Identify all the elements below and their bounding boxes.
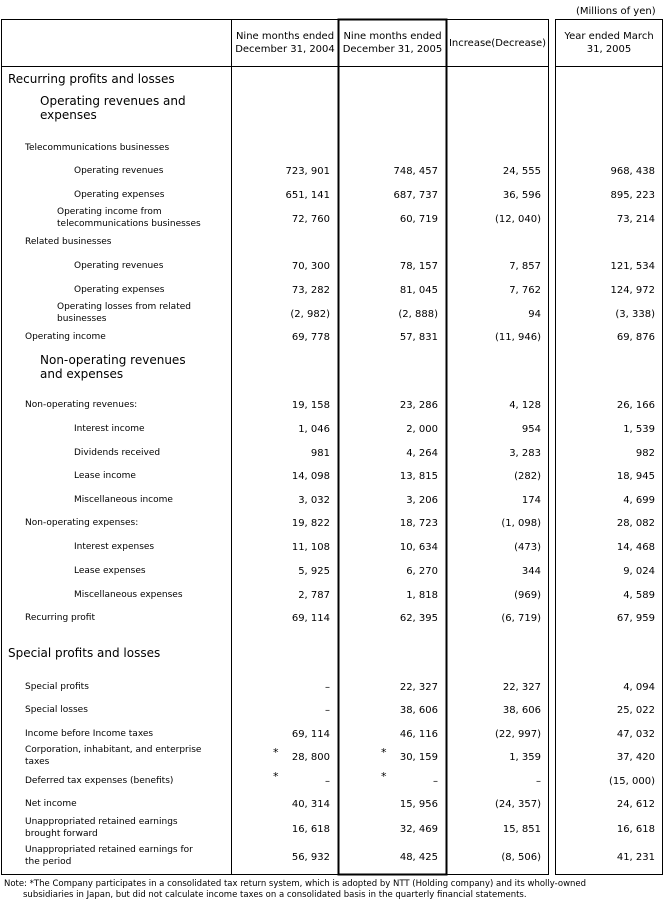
cell-value: 1, 046 <box>298 424 330 435</box>
row-label: Related businesses <box>25 237 112 247</box>
cell-value: 46, 116 <box>399 729 438 740</box>
footnote-marker: * <box>381 746 387 759</box>
row-label: Operating revenues <box>74 261 164 271</box>
cell-value: 70, 300 <box>291 261 330 272</box>
cell-value: 15, 851 <box>502 824 541 835</box>
cell-value: 7, 762 <box>509 285 541 296</box>
cell-value: (2, 888) <box>398 309 438 320</box>
cell-value: 62, 395 <box>399 613 438 624</box>
cell-value: (282) <box>514 471 541 482</box>
cell-value: 4, 699 <box>623 495 655 506</box>
cell-value: 121, 534 <box>610 261 655 272</box>
footnote-marker: * <box>273 746 279 759</box>
units-label: (Millions of yen) <box>576 6 656 17</box>
cell-value: 13, 815 <box>399 471 438 482</box>
header-col1: Nine months ended December 31, 2004 <box>235 31 335 55</box>
cell-value: 968, 438 <box>610 166 655 177</box>
cell-value: (6, 719) <box>501 613 541 624</box>
cell-value: 6, 270 <box>406 566 438 577</box>
cell-value: 38, 606 <box>399 705 438 716</box>
row-label: Lease expenses <box>74 566 146 576</box>
cell-value: – <box>433 776 438 787</box>
cell-value: 7, 857 <box>509 261 541 272</box>
cell-value: 14, 098 <box>291 471 330 482</box>
cell-value: 73, 214 <box>616 214 655 225</box>
cell-value: 48, 425 <box>399 852 438 863</box>
cell-value: 954 <box>521 424 541 435</box>
cell-value: 1, 359 <box>509 752 541 763</box>
cell-value: 18, 945 <box>616 471 655 482</box>
row-label: Dividends received <box>74 448 161 458</box>
cell-value: 651, 141 <box>285 190 330 201</box>
cell-value: 22, 327 <box>399 682 438 693</box>
cell-value: 19, 158 <box>291 400 330 411</box>
cell-value: 723, 901 <box>285 166 330 177</box>
cell-value: 982 <box>635 448 655 459</box>
cell-value: 748, 457 <box>393 166 438 177</box>
cell-value: 28, 082 <box>616 518 655 529</box>
row-label: Special profits <box>25 682 89 692</box>
cell-value: 28, 800 <box>291 752 330 763</box>
row-label: Operating expenses <box>74 285 165 295</box>
cell-value: 36, 596 <box>502 190 541 201</box>
cell-value: 23, 286 <box>399 400 438 411</box>
cell-value: 174 <box>521 495 541 506</box>
cell-value: 24, 555 <box>502 166 541 177</box>
cell-value: 19, 822 <box>291 518 330 529</box>
cell-value: 124, 972 <box>610 285 655 296</box>
cell-value: 69, 114 <box>291 613 330 624</box>
cell-value: 11, 108 <box>291 542 330 553</box>
cell-value: 32, 469 <box>399 824 438 835</box>
cell-value: 47, 032 <box>616 729 655 740</box>
cell-value: 4, 264 <box>406 448 438 459</box>
cell-value: 38, 606 <box>502 705 541 716</box>
cell-value: 2, 000 <box>406 424 438 435</box>
cell-value: 24, 612 <box>616 799 655 810</box>
cell-value: 5, 925 <box>298 566 330 577</box>
cell-value: 67, 959 <box>616 613 655 624</box>
cell-value: 3, 032 <box>298 495 330 506</box>
row-label: Operating revenues and expenses <box>40 94 186 122</box>
cell-value: 1, 818 <box>406 590 438 601</box>
cell-value: 895, 223 <box>610 190 655 201</box>
row-label: Interest expenses <box>74 542 155 552</box>
cell-value: 41, 231 <box>616 852 655 863</box>
cell-value: (11, 946) <box>495 332 541 343</box>
cell-value: – <box>536 776 541 787</box>
row-label: Corporation, inhabitant, and enterprise taxes <box>25 745 202 767</box>
cell-value: 78, 157 <box>399 261 438 272</box>
cell-value: 16, 618 <box>616 824 655 835</box>
cell-value: 69, 778 <box>291 332 330 343</box>
cell-value: 981 <box>310 448 330 459</box>
row-label: Unappropriated retained earnings brought forward <box>25 817 178 839</box>
cell-value: 1, 539 <box>623 424 655 435</box>
row-label: Net income <box>25 799 77 809</box>
row-label: Special losses <box>25 705 88 715</box>
cell-value: 81, 045 <box>399 285 438 296</box>
row-label: Miscellaneous income <box>74 495 173 505</box>
cell-value: 4, 094 <box>623 682 655 693</box>
cell-value: 22, 327 <box>502 682 541 693</box>
row-label: Unappropriated retained earnings for the period <box>25 845 193 867</box>
row-label: Telecommunications businesses <box>25 143 170 153</box>
cell-value: 56, 932 <box>291 852 330 863</box>
cell-value: 3, 206 <box>406 495 438 506</box>
cell-value: (8, 506) <box>501 852 541 863</box>
row-label: Non-operating revenues and expenses <box>40 353 186 381</box>
cell-value: (2, 982) <box>290 309 330 320</box>
cell-value: 94 <box>528 309 541 320</box>
cell-value: 4, 589 <box>623 590 655 601</box>
footnote-line2: subsidiaries in Japan, but did not calculate income taxes on a consolidated basis in the quarterly financial statements. <box>23 890 527 900</box>
footnote-marker: * <box>273 770 279 783</box>
cell-value: 9, 024 <box>623 566 655 577</box>
cell-value: 687, 737 <box>393 190 438 201</box>
cell-value: 14, 468 <box>616 542 655 553</box>
row-label: Non-operating revenues: <box>25 400 138 410</box>
cell-value: 72, 760 <box>291 214 330 225</box>
row-label: Special profits and losses <box>8 646 161 660</box>
cell-value: – <box>325 682 330 693</box>
cell-value: 25, 022 <box>616 705 655 716</box>
cell-value: 30, 159 <box>399 752 438 763</box>
footnote-line1: Note: *The Company participates in a consolidated tax return system, which is adopted by NTT (Holding company) and its wholly-owned <box>4 879 587 889</box>
cell-value: 2, 787 <box>298 590 330 601</box>
header-col3: Increase(Decrease) <box>448 38 546 49</box>
cell-value: 15, 956 <box>399 799 438 810</box>
row-label: Operating losses from related businesses <box>57 302 191 324</box>
footnote <box>4 879 660 901</box>
cell-value: (15, 000) <box>609 776 655 787</box>
cell-value: 18, 723 <box>399 518 438 529</box>
cell-value: (3, 338) <box>615 309 655 320</box>
cell-value: (24, 357) <box>495 799 541 810</box>
cell-value: 69, 876 <box>616 332 655 343</box>
row-label: Operating income from telecommunications businesses <box>57 207 201 229</box>
row-label: Lease income <box>74 471 136 481</box>
cell-value: 26, 166 <box>616 400 655 411</box>
cell-value: (22, 997) <box>495 729 541 740</box>
cell-value: (12, 040) <box>495 214 541 225</box>
cell-value: 69, 114 <box>291 729 330 740</box>
header-col2: Nine months ended December 31, 2005 <box>342 31 443 55</box>
cell-value: – <box>325 776 330 787</box>
header-col4: Year ended March 31, 2005 <box>564 31 654 55</box>
row-label: Operating income <box>25 332 106 342</box>
row-label: Interest income <box>74 424 145 434</box>
row-label: Non-operating expenses: <box>25 518 139 528</box>
cell-value: 4, 128 <box>509 400 541 411</box>
row-label: Operating revenues <box>74 166 164 176</box>
cell-value: (969) <box>514 590 541 601</box>
footnote-marker: * <box>381 770 387 783</box>
cell-value: 10, 634 <box>399 542 438 553</box>
row-label: Deferred tax expenses (benefits) <box>25 776 174 786</box>
row-label: Income before Income taxes <box>25 729 154 739</box>
cell-value: 37, 420 <box>616 752 655 763</box>
cell-value: 40, 314 <box>291 799 330 810</box>
cell-value: 344 <box>521 566 541 577</box>
cell-value: (1, 098) <box>501 518 541 529</box>
cell-value: 60, 719 <box>399 214 438 225</box>
cell-value: 16, 618 <box>291 824 330 835</box>
cell-value: (473) <box>514 542 541 553</box>
row-label: Recurring profits and losses <box>8 72 175 86</box>
cell-value: – <box>325 705 330 716</box>
row-label: Recurring profit <box>25 613 95 623</box>
cell-value: 3, 283 <box>509 448 541 459</box>
row-label: Operating expenses <box>74 190 165 200</box>
cell-value: 57, 831 <box>399 332 438 343</box>
cell-value: 73, 282 <box>291 285 330 296</box>
row-label: Miscellaneous expenses <box>74 590 183 600</box>
